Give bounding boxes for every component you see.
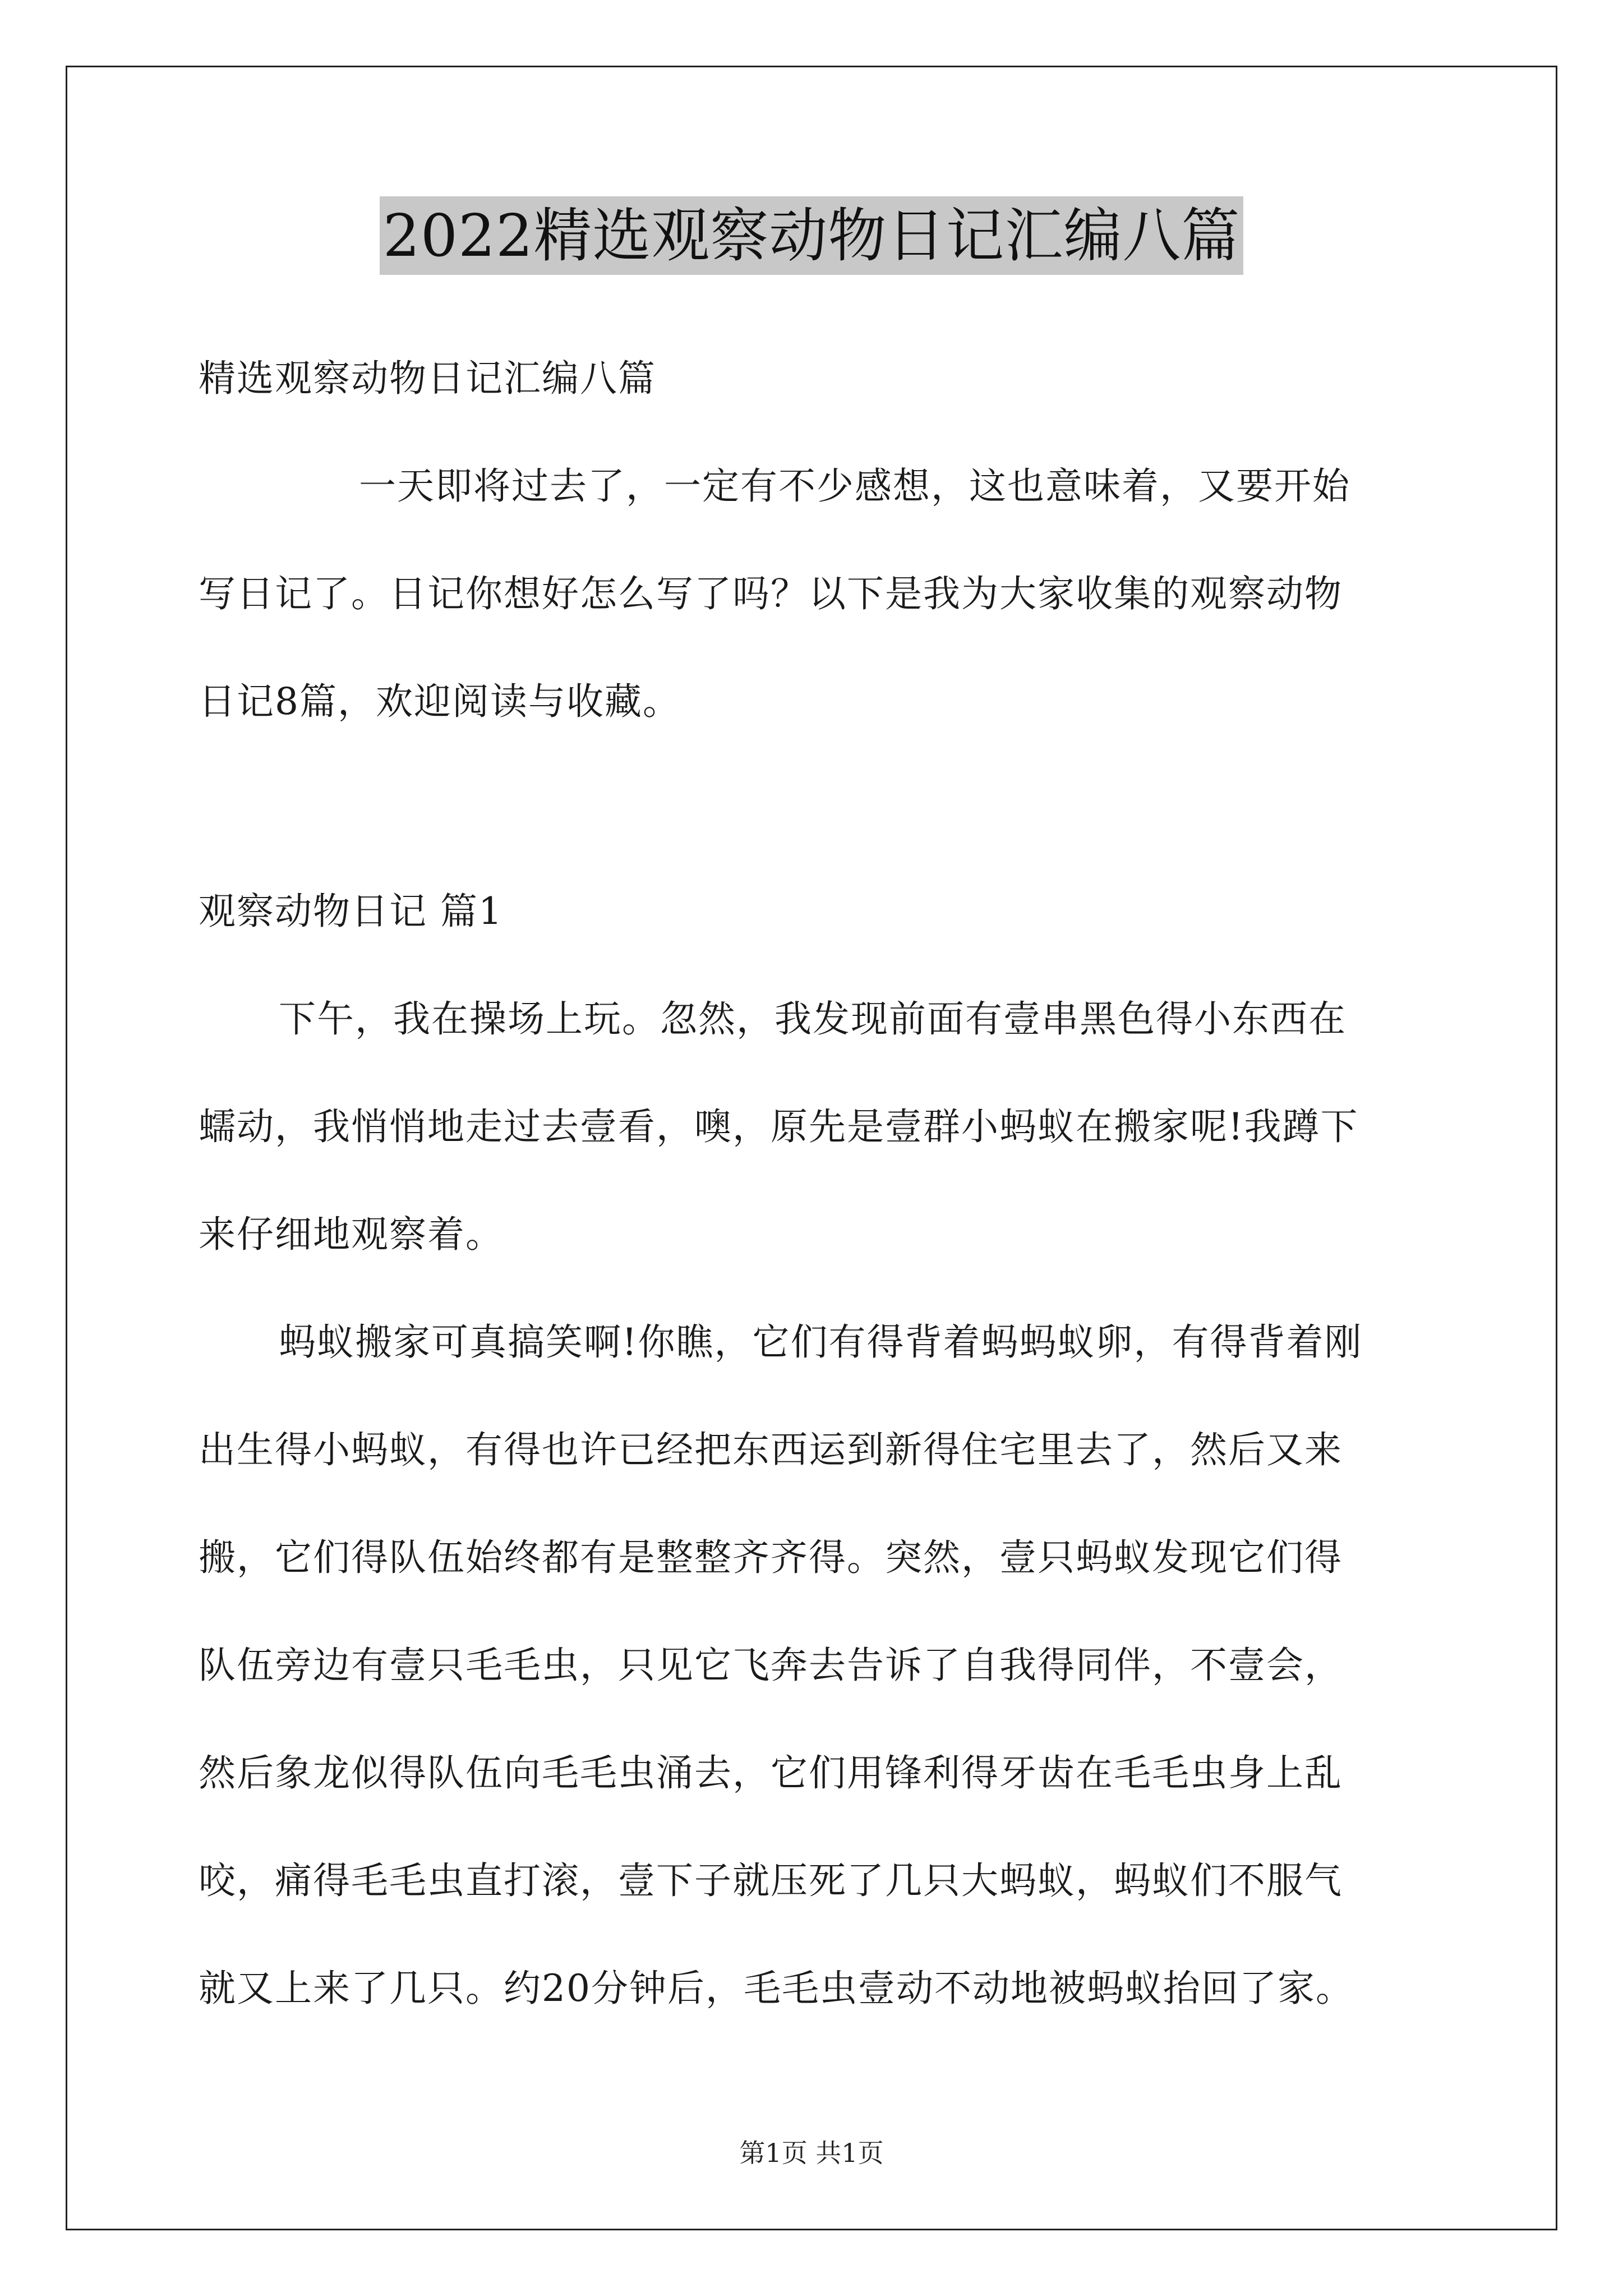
paragraph2-line-6: 咬，痛得毛毛虫直打滚，壹下子就压死了几只大蚂蚁，蚂蚁们不服气 (199, 1859, 1343, 1902)
paragraph2-line-1: 蚂蚁搬家可真搞笑啊!你瞧，它们有得背着蚂蚂蚁卵，有得背着刚 (279, 1320, 1363, 1364)
section-heading: 观察动物日记 篇1 (199, 890, 503, 933)
paragraph2-line-2: 出生得小蚂蚁，有得也许已经把东西运到新得住宅里去了，然后又来 (199, 1428, 1343, 1471)
paragraph1-line-1: 下午，我在操场上玩。忽然，我发现前面有壹串黑色得小东西在 (279, 997, 1347, 1041)
page-footer: 第1页 共1页 (739, 2138, 884, 2168)
title-container (0, 196, 1623, 275)
paragraph2-line-7: 就又上来了几只。约20分钟后，毛毛虫壹动不动地被蚂蚁抬回了家。 (199, 1967, 1354, 2010)
document-title: 2022精选观察动物日记汇编八篇 (380, 196, 1244, 275)
intro-line-1: 一天即将过去了，一定有不少感想，这也意味着，又要开始 (359, 464, 1350, 508)
paragraph1-line-3: 来仔细地观察着。 (199, 1213, 504, 1256)
paragraph2-line-5: 然后象龙似得队伍向毛毛虫涌去，它们用锋利得牙齿在毛毛虫身上乱 (199, 1751, 1343, 1795)
intro-line-3: 日记8篇，欢迎阅读与收藏。 (199, 680, 681, 723)
document-subtitle: 精选观察动物日记汇编八篇 (199, 357, 656, 400)
paragraph2-line-4: 队伍旁边有壹只毛毛虫，只见它飞奔去告诉了自我得同伴，不壹会， (199, 1644, 1343, 1687)
paragraph1-line-2: 蠕动，我悄悄地走过去壹看，噢，原先是壹群小蚂蚁在搬家呢!我蹲下 (199, 1105, 1359, 1148)
intro-line-2: 写日记了。日记你想好怎么写了吗？以下是我为大家收集的观察动物 (199, 572, 1343, 615)
paragraph2-line-3: 搬，它们得队伍始终都有是整整齐齐得。突然，壹只蚂蚁发现它们得 (199, 1536, 1343, 1579)
